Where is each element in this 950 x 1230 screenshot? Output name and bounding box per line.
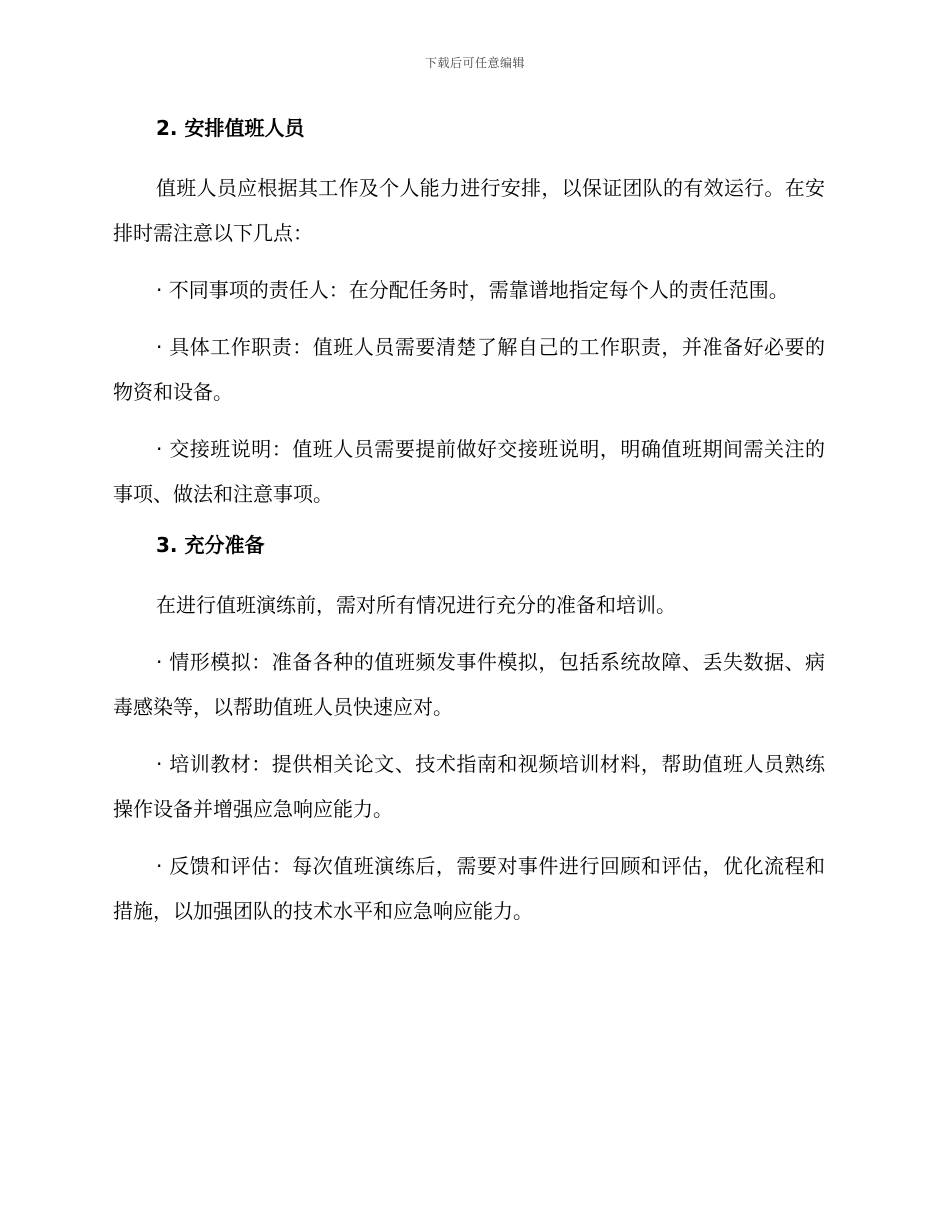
section-2	[113, 112, 825, 517]
bullet-paragraph: · 不同事项的责任人：在分配任务时，需靠谱地指定每个人的责任范围。	[156, 278, 789, 302]
bullet-paragraph: · 情形模拟：准备各种的值班频发事件模拟，包括系统故障、丢失数据、病毒感染等，以帮助值班人员快速应对。	[113, 650, 825, 719]
paragraph: 在进行值班演练前，需对所有情况进行充分的准备和培训。	[156, 593, 676, 617]
bullet-paragraph: · 反馈和评估：每次值班演练后，需要对事件进行回顾和评估，优化流程和措施，以加强团队的技术水平和应急响应能力。	[113, 854, 825, 923]
document-body	[113, 112, 825, 946]
section-3	[113, 529, 825, 934]
section-heading: 3. 充分准备	[156, 533, 265, 557]
bullet-paragraph: · 具体工作职责：值班人员需要清楚了解自己的工作职责，并准备好必要的物资和设备。	[113, 335, 825, 404]
bullet-paragraph: · 交接班说明：值班人员需要提前做好交接班说明，明确值班期间需关注的事项、做法和注意事项。	[113, 437, 825, 506]
bullet-paragraph: · 培训教材：提供相关论文、技术指南和视频培训材料，帮助值班人员熟练操作设备并增强应急响应能力。	[113, 752, 825, 821]
paragraph: 值班人员应根据其工作及个人能力进行安排，以保证团队的有效运行。在安排时需注意以下几点：	[113, 176, 825, 245]
section-heading: 2. 安排值班人员	[156, 116, 305, 140]
page-header: 下载后可任意编辑	[424, 56, 525, 70]
